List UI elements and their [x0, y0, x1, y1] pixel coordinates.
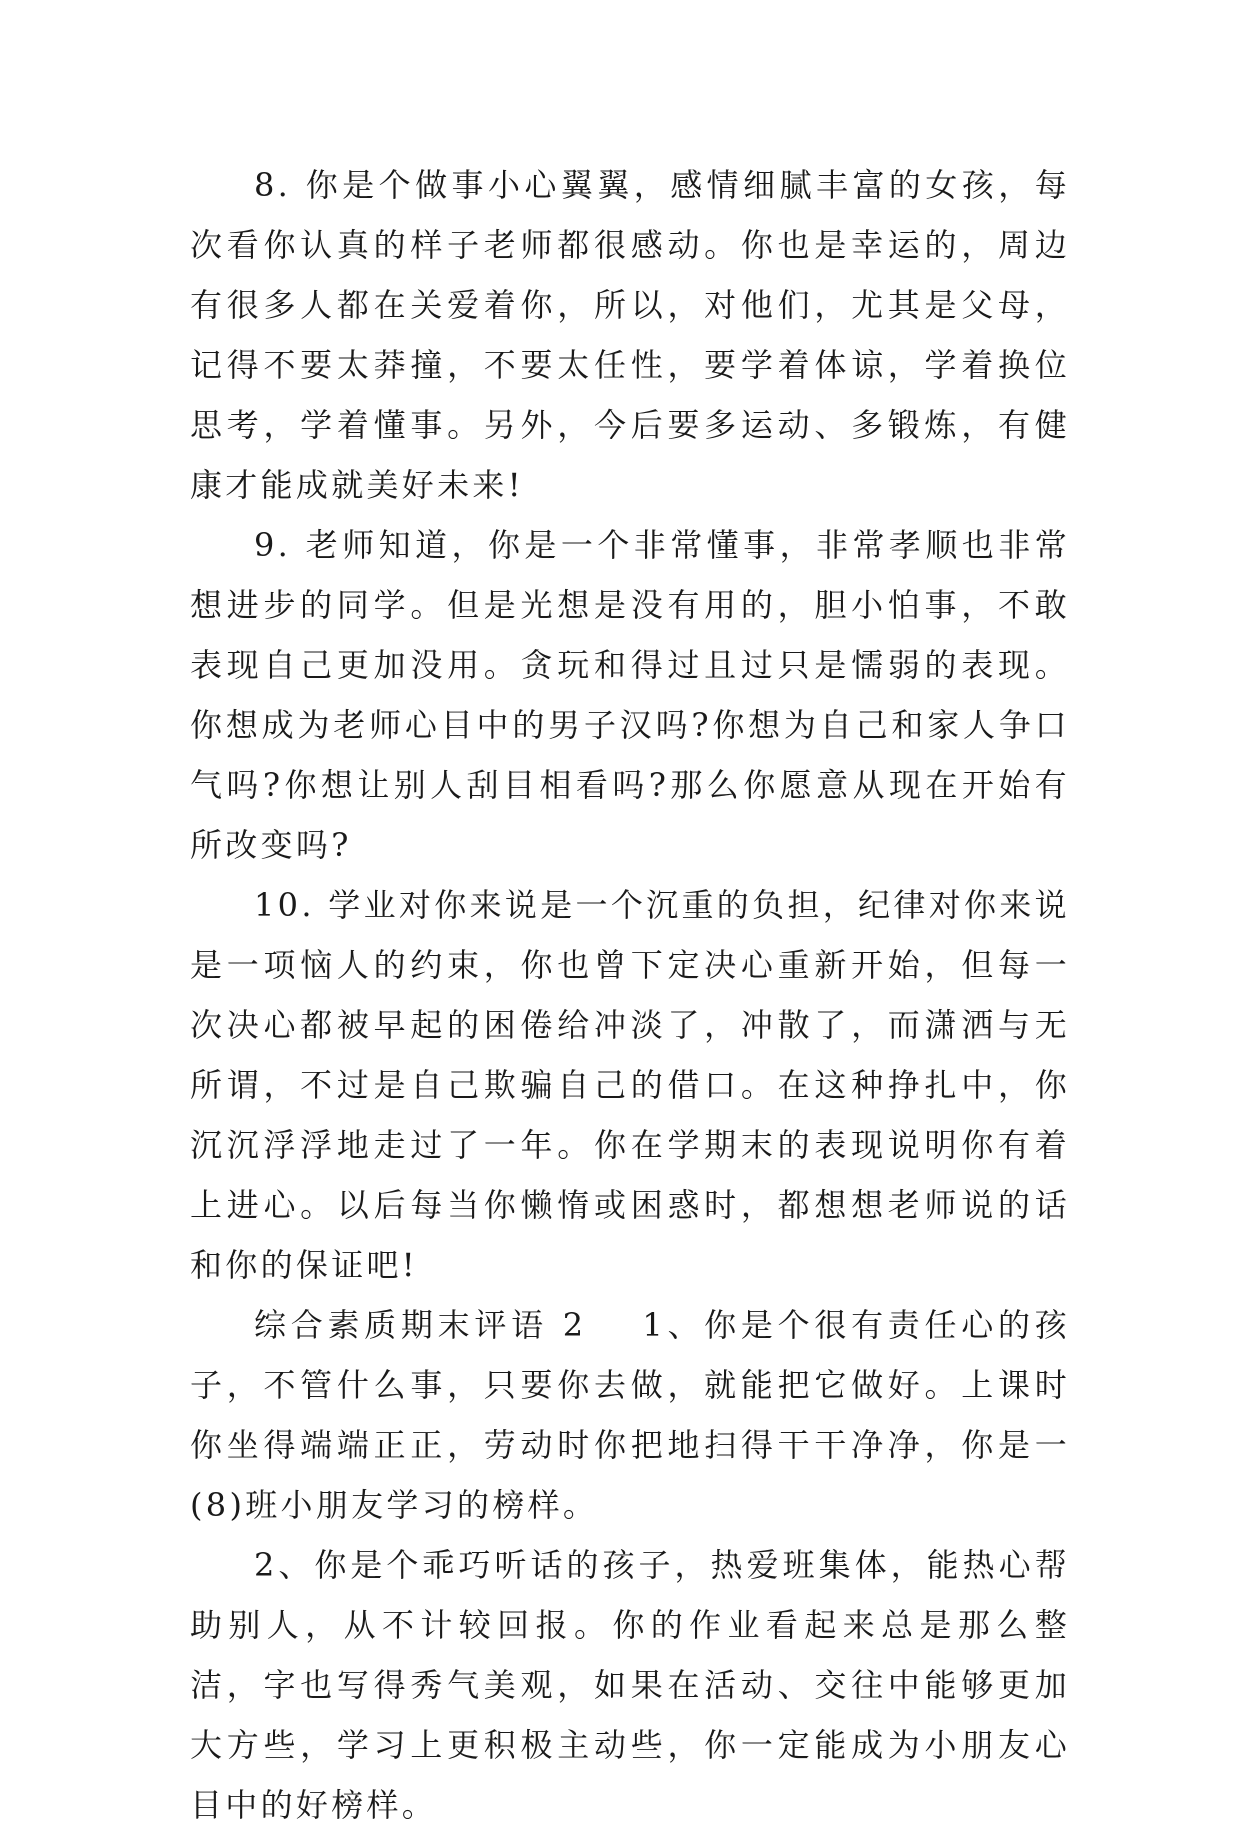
section-first-item: 1、你是个很有责任心的孩子，不管什么事，只要你去做，就能把它做好。上课时你坐得端端正正，劳动时你把地扫得干干净净，你是一(8)班小朋友学习的榜样。	[190, 1306, 1070, 1524]
paragraph-9: 9. 老师知道，你是一个非常懂事，非常孝顺也非常想进步的同学。但是光想是没有用的，胆小怕事，不敢表现自己更加没用。贪玩和得过且过只是懦弱的表现。你想成为老师心目中的男子汉吗?你想为自己和家人争口气吗?你想让别人刮目相看吗?那么你愿意从现在开始有所改变吗?	[190, 526, 1070, 864]
paragraph-10: 10. 学业对你来说是一个沉重的负担，纪律对你来说是一项恼人的约束，你也曾下定决心重新开始，但每一次决心都被早起的困倦给冲淡了，冲散了，而潇洒与无所谓，不过是自己欺骗自己的借口。在这种挣扎中，你沉沉浮浮地走过了一年。你在学期末的表现说明你有着上进心。以后每当你懒惰或困惑时，都想想老师说的话和你的保证吧!	[190, 886, 1070, 1284]
section-heading: 综合素质期末评语 2	[254, 1306, 587, 1344]
paragraph-8: 8. 你是个做事小心翼翼，感情细腻丰富的女孩，每次看你认真的样子老师都很感动。你也是幸运的，周边有很多人都在关爱着你，所以，对他们，尤其是父母，记得不要太莽撞，不要太任性，要学着体谅，学着换位思考，学着懂事。另外，今后要多运动、多锻炼，有健康才能成就美好未来!	[190, 166, 1070, 504]
section-paragraph	[190, 1295, 1070, 1535]
paragraph-item-2: 2、你是个乖巧听话的孩子，热爱班集体，能热心帮助别人，从不计较回报。你的作业看起来总是那么整洁，字也写得秀气美观，如果在活动、交往中能够更加大方些，学习上更积极主动些，你一定能成为小朋友心目中的好榜样。	[190, 1546, 1070, 1824]
document-body	[190, 155, 1070, 1835]
